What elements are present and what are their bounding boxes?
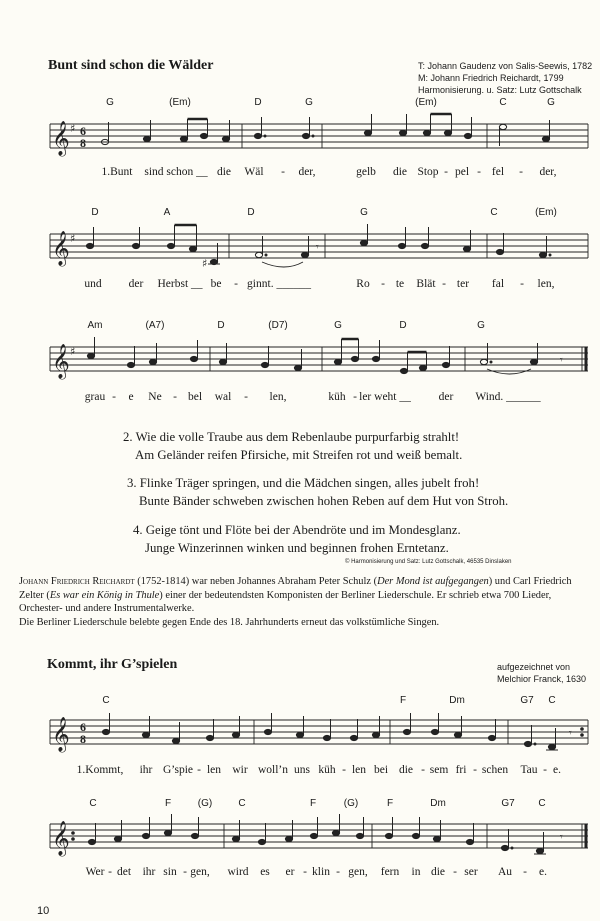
lyric-syllable: woll’n	[257, 764, 289, 776]
lyric-syllable: e	[128, 391, 134, 403]
time-signature-top: 6	[80, 720, 86, 734]
chord-symbol: G	[360, 207, 368, 218]
chord-symbol: F	[164, 798, 172, 809]
lyric-syllable: es	[260, 866, 270, 878]
lyric-syllable: sem	[429, 764, 449, 776]
lyric-syllable: te	[395, 278, 405, 290]
chord-symbol: (D7)	[268, 320, 288, 331]
lyric-syllable: -	[234, 278, 238, 290]
lyric-syllable: -	[523, 866, 527, 878]
lyric-syllable: er	[285, 866, 295, 878]
lyric-syllable: Herbst __	[157, 278, 203, 290]
verse-4	[133, 521, 461, 557]
chord-symbol: C	[499, 97, 507, 108]
chord-symbol: G	[305, 97, 313, 108]
time-signature-bottom: 8	[80, 136, 86, 150]
lyric-syllable: bel	[187, 391, 203, 403]
lyric-syllable: -	[520, 278, 524, 290]
chord-symbol: D	[91, 207, 99, 218]
credit-text: T: Johann Gaudenz von Salis-Seewis, 1782	[418, 61, 593, 71]
credit-line: aufgezeichnet von	[497, 662, 571, 672]
credit-harmony: Harmonisierung. u. Satz: Lutz Gottschalk	[418, 85, 582, 95]
svg-text:𝄾: 𝄾	[560, 832, 563, 843]
credit-melody: M: Johann Friedrich Reichardt, 1799	[418, 73, 564, 83]
chord-symbol: G	[106, 97, 114, 108]
lyric-syllable: fal	[491, 278, 505, 290]
lyric-syllable: und	[84, 278, 102, 290]
lyric-syllable: grau	[84, 391, 106, 403]
lyric-syllable: ihr	[142, 866, 156, 878]
lyric-syllable: der,	[298, 166, 316, 178]
lyric-syllable: -	[543, 764, 547, 776]
lyric-syllable: fern	[380, 866, 400, 878]
chord-symbol: G	[547, 97, 555, 108]
sharp-icon: ♯	[70, 345, 76, 358]
lyric-syllable: Wind. ______	[475, 391, 541, 403]
lyric-syllable: len,	[269, 391, 287, 403]
chord-symbol: Dm	[430, 798, 446, 809]
verse-line: 4. Geige tönt und Flöte bei der Abendröte und im Mondesglanz.	[133, 523, 461, 537]
lyric-syllable: ter	[456, 278, 470, 290]
treble-clef-icon: 𝄞	[52, 231, 70, 266]
music-staff	[0, 335, 600, 385]
treble-clef-icon: 𝄞	[52, 821, 70, 856]
lyric-syllable: ihr	[139, 764, 153, 776]
lyric-syllable: -	[477, 166, 481, 178]
lyric-syllable: -	[336, 866, 340, 878]
svg-text:♯: ♯	[202, 257, 208, 270]
page-number: 10	[37, 905, 50, 917]
lyric-syllable: Ro	[356, 278, 370, 290]
bio-text: ) einer der bedeutendsten Komponisten der Berliner Liederschule. Er schrieb etwa 700 Lieder, Orchester- und andere Instrumentalwerke.	[19, 589, 552, 614]
verse-line: Bunte Bänder schweben zwischen hohen Reben auf dem Hut von Stroh.	[139, 494, 509, 508]
lyric-syllable: wal	[214, 391, 232, 403]
lyric-syllable: e.	[553, 764, 561, 776]
credit-line: Melchior Franck, 1630	[497, 674, 587, 684]
chord-symbol: D	[247, 207, 255, 218]
lyric-syllable: in	[411, 866, 421, 878]
chord-symbol: D	[399, 320, 407, 331]
lyric-syllable: Ne	[148, 391, 162, 403]
chord-symbol: G7	[501, 798, 515, 809]
lyric-syllable: be	[210, 278, 222, 290]
chord-symbol: (A7)	[145, 320, 165, 331]
lyric-syllable: det	[116, 866, 132, 878]
lyric-syllable: 1.Bunt	[101, 166, 133, 178]
chord-symbol: Am	[87, 320, 103, 331]
chord-symbol: Dm	[449, 695, 465, 706]
chord-symbol: F	[309, 798, 317, 809]
chord-symbol: D	[217, 320, 225, 331]
song-credits	[497, 661, 586, 685]
lyric-syllable: -	[108, 866, 112, 878]
composer-biography	[19, 575, 589, 629]
chord-symbol: C	[238, 798, 246, 809]
treble-clef-icon: 𝄞	[52, 121, 70, 156]
lyric-syllable: die	[392, 166, 408, 178]
song-credits	[418, 60, 592, 96]
lyric-syllable: der	[438, 391, 454, 403]
chord-symbol: C	[89, 798, 97, 809]
bio-text: ) und Carl Friedrich Zelter (	[19, 576, 572, 601]
song-title: Kommt, ihr G’spielen	[47, 657, 178, 672]
chord-symbol: G	[477, 320, 485, 331]
lyric-syllable: ginnt. ______	[247, 278, 311, 290]
sharp-icon: ♯	[70, 122, 76, 135]
song-title: Bunt sind schon die Wälder	[48, 58, 214, 73]
music-staff	[0, 222, 600, 272]
lyric-syllable: -	[303, 866, 307, 878]
lyric-syllable: küh	[328, 391, 346, 403]
treble-clef-icon: 𝄞	[52, 717, 70, 752]
chord-symbol: (G)	[197, 798, 213, 809]
lyric-syllable: fri	[455, 764, 467, 776]
music-staff	[0, 708, 600, 758]
copyright-note: © Harmonisierung und Satz: Lutz Gottschalk, 46535 Dinslaken	[345, 559, 512, 565]
lyric-syllable: Au	[497, 866, 513, 878]
lyric-syllable: e.	[539, 866, 547, 878]
lyric-syllable: gen,	[190, 866, 210, 878]
lyric-syllable: gen,	[348, 866, 368, 878]
lyric-syllable: len	[351, 764, 367, 776]
chord-symbol: G	[334, 320, 342, 331]
svg-text:𝄾: 𝄾	[569, 728, 572, 739]
lyric-syllable: -	[197, 764, 201, 776]
lyric-syllable: wir	[232, 764, 248, 776]
lyric-syllable: -	[112, 391, 116, 403]
lyric-syllable: bei	[373, 764, 389, 776]
chord-symbol: (Em)	[169, 97, 191, 108]
lyric-syllable: len,	[537, 278, 555, 290]
composer-name: Johann Friedrich Reichardt	[19, 576, 135, 587]
lyric-syllable: -	[173, 391, 177, 403]
work-title: Es war ein König in Thule	[49, 589, 160, 601]
verse-line: Junge Winzerinnen winken und beginnen frohen Erntetanz.	[145, 541, 449, 555]
time-signature-bottom: 8	[80, 732, 86, 746]
lyric-syllable: die	[216, 166, 232, 178]
lyric-syllable: -	[519, 166, 523, 178]
chord-symbol: F	[399, 695, 407, 706]
lyric-syllable: -	[353, 391, 357, 403]
time-signature-top: 6	[80, 124, 86, 138]
chord-symbol: C	[490, 207, 498, 218]
lyric-syllable: -	[421, 764, 425, 776]
work-title: Der Mond ist aufgegangen	[377, 576, 489, 587]
lyric-syllable: 1.Kommt,	[76, 764, 124, 776]
lyric-syllable: -	[342, 764, 346, 776]
music-staff	[0, 812, 600, 862]
chord-symbol: (Em)	[415, 97, 437, 108]
lyric-syllable: -	[244, 391, 248, 403]
lyric-syllable: Wer	[85, 866, 105, 878]
lyric-syllable: sind schon __	[144, 166, 208, 178]
lyric-syllable: -	[442, 278, 446, 290]
lyric-syllable: fel	[491, 166, 505, 178]
treble-clef-icon: 𝄞	[52, 344, 70, 379]
lyric-syllable: Wäl	[244, 166, 264, 178]
lyric-syllable: -	[281, 166, 285, 178]
lyric-syllable: G’spie	[162, 764, 194, 776]
lyric-syllable: Stop	[417, 166, 439, 178]
sharp-icon: ♯	[70, 232, 76, 245]
lyric-syllable: der,	[539, 166, 557, 178]
lyric-syllable: Blät	[416, 278, 436, 290]
chord-symbol: C	[102, 695, 110, 706]
lyric-syllable: wird	[227, 866, 249, 878]
lyric-syllable: gelb	[356, 166, 376, 178]
chord-symbol: C	[538, 798, 546, 809]
bio-text: (1752-1814) war neben Johannes Abraham Peter Schulz (	[134, 576, 378, 587]
verse-line: Am Geländer reifen Pfirsiche, mit Streifen rot und weiß bemalt.	[135, 448, 463, 462]
chord-symbol: G7	[520, 695, 534, 706]
lyric-syllable: -	[473, 764, 477, 776]
verse-line: 2. Wie die volle Traube aus dem Rebenlaube purpurfarbig strahlt!	[123, 430, 460, 444]
chord-symbol: C	[548, 695, 556, 706]
chord-symbol: A	[163, 207, 171, 218]
lyric-syllable: -	[453, 866, 457, 878]
music-staff	[0, 112, 600, 162]
svg-text:𝄾: 𝄾	[316, 242, 319, 253]
verse-2	[123, 428, 462, 464]
chord-symbol: (Em)	[535, 207, 557, 218]
lyric-syllable: -	[381, 278, 385, 290]
chord-symbol: F	[386, 798, 394, 809]
lyric-syllable: schen	[481, 764, 509, 776]
chord-symbol: D	[254, 97, 262, 108]
lyric-syllable: küh	[318, 764, 336, 776]
lyric-syllable: sin	[163, 866, 177, 878]
bio-text: Die Berliner Liederschule belebte gegen Ende des 18. Jahrhunderts erneut das volkstümliche Singen.	[19, 616, 440, 628]
lyric-syllable: uns	[294, 764, 310, 776]
lyric-syllable: der	[128, 278, 144, 290]
lyric-syllable: Tau	[520, 764, 538, 776]
lyric-syllable: len	[206, 764, 222, 776]
lyric-syllable: -	[444, 166, 448, 178]
verse-3	[127, 474, 508, 510]
lyric-syllable: pel	[454, 166, 470, 178]
verse-line: 3. Flinke Träger springen, und die Mädchen singen, alles jubelt froh!	[127, 476, 480, 490]
svg-text:𝄾: 𝄾	[560, 355, 563, 366]
lyric-syllable: ler weht __	[359, 391, 411, 403]
lyric-syllable: klin	[312, 866, 330, 878]
lyric-syllable: die	[430, 866, 446, 878]
lyric-syllable: ser	[464, 866, 478, 878]
chord-symbol: (G)	[343, 798, 359, 809]
lyric-syllable: die	[398, 764, 414, 776]
lyric-syllable: -	[183, 866, 187, 878]
